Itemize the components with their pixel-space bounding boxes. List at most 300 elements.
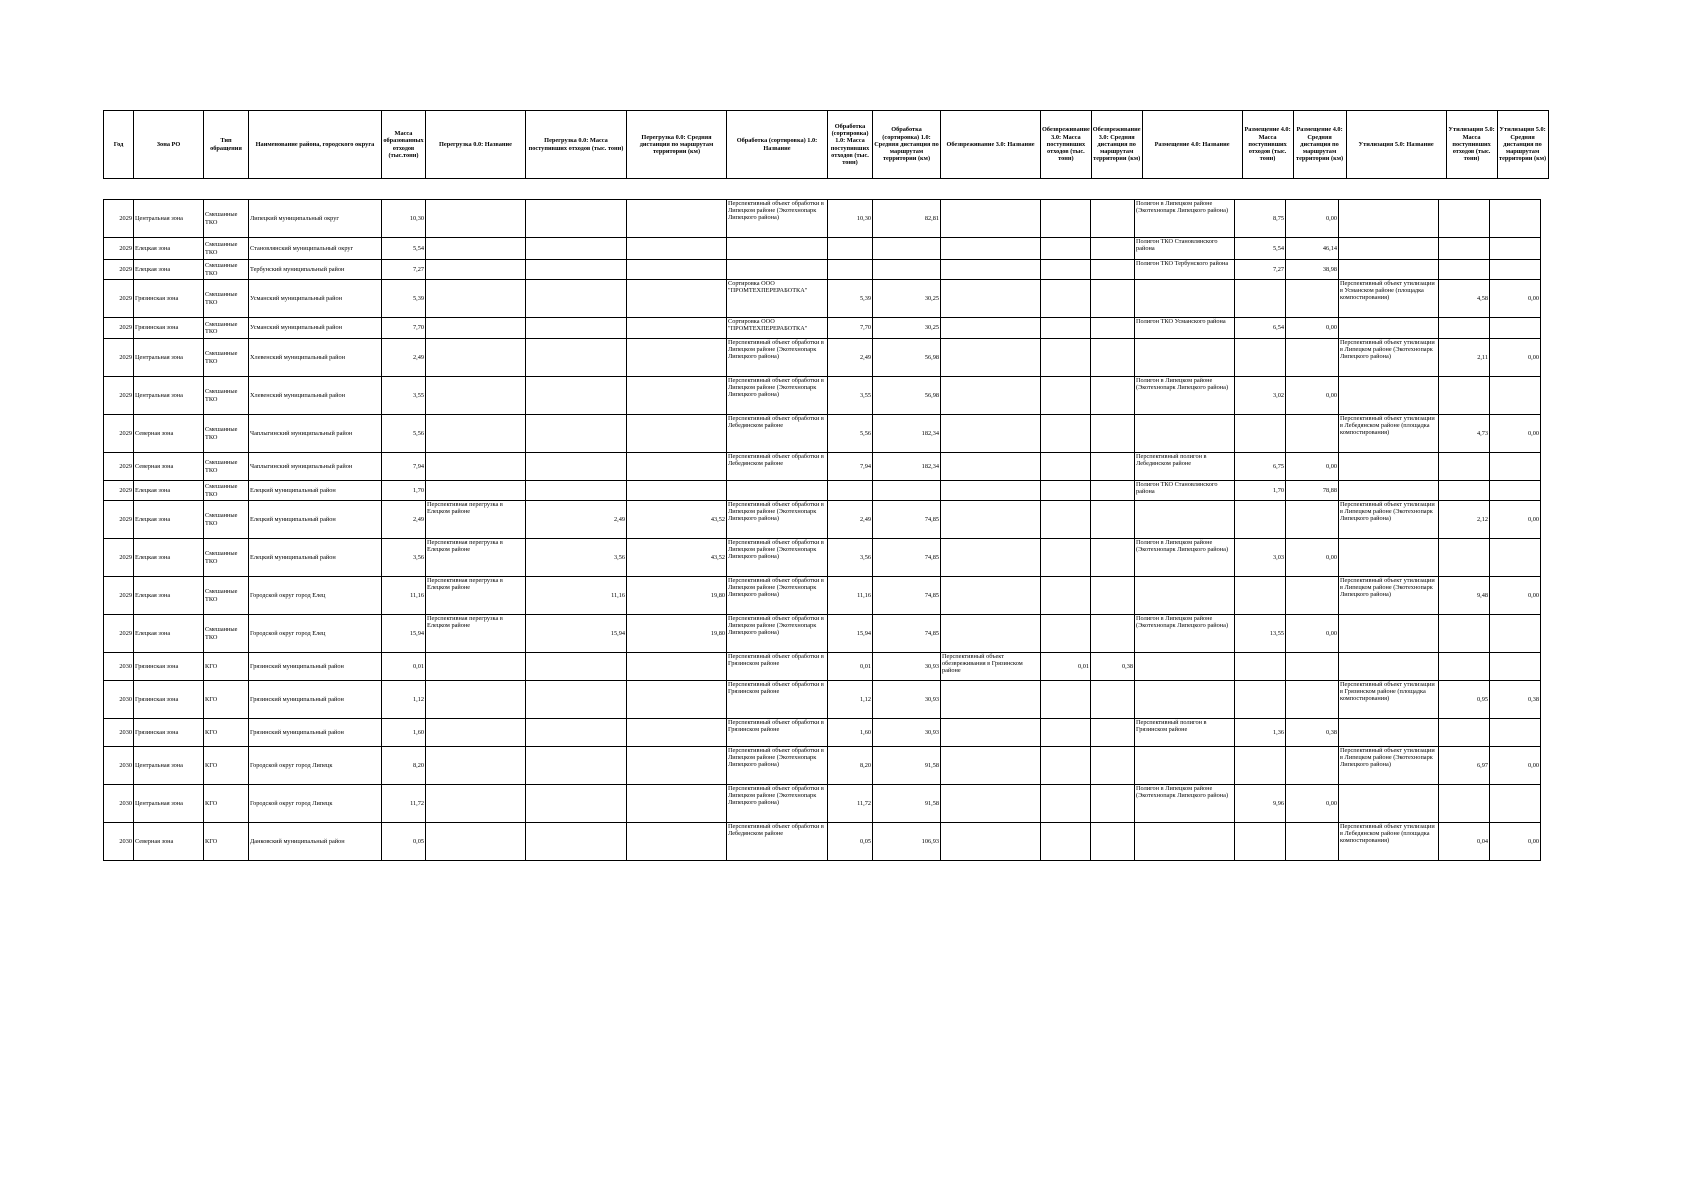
- table-cell: [526, 339, 627, 377]
- table-cell: [627, 653, 727, 681]
- table-cell: [526, 453, 627, 481]
- table-cell: [1135, 823, 1235, 861]
- table-cell: 7,27: [382, 260, 426, 280]
- table-cell: 11,16: [382, 577, 426, 615]
- table-cell: 74,85: [873, 501, 941, 539]
- table-cell: 10,30: [828, 200, 873, 238]
- table-cell: 5,56: [382, 415, 426, 453]
- table-cell: [1091, 260, 1135, 280]
- table-cell: 2,49: [526, 501, 627, 539]
- table-row: [104, 200, 1541, 238]
- table-cell: [1286, 577, 1339, 615]
- table-cell: Перспективный полигон в Лебедянском районе: [1135, 453, 1235, 481]
- table-cell: 0,38: [1490, 681, 1541, 719]
- column-header: Перегрузка 0.0: Средняя дистанция по маршрутам территории (км): [627, 111, 727, 179]
- table-cell: [627, 681, 727, 719]
- table-cell: [941, 747, 1041, 785]
- table-cell: 0,00: [1490, 823, 1541, 861]
- table-cell: 0,00: [1286, 318, 1339, 339]
- table-cell: КГО: [204, 747, 249, 785]
- table-cell: [1091, 280, 1135, 318]
- table-cell: [1490, 377, 1541, 415]
- table-cell: [526, 238, 627, 260]
- table-cell: 7,94: [828, 453, 873, 481]
- table-cell: 0,00: [1286, 615, 1339, 653]
- table-cell: [941, 238, 1041, 260]
- table-row: [104, 539, 1541, 577]
- table-cell: КГО: [204, 719, 249, 747]
- table-cell: [941, 260, 1041, 280]
- table-cell: Перспективный объект обработки в Лебедянском районе: [727, 453, 828, 481]
- table-cell: Перспективный объект обработки в Липецком районе (Экотехнопарк Липецкого района): [727, 200, 828, 238]
- table-cell: Елецкий муниципальный район: [249, 539, 382, 577]
- table-cell: [426, 318, 526, 339]
- table-cell: [1339, 481, 1439, 501]
- table-cell: [1041, 785, 1091, 823]
- table-cell: Смешанные ТКО: [204, 318, 249, 339]
- table-cell: [941, 280, 1041, 318]
- table-cell: 8,20: [382, 747, 426, 785]
- table-cell: [1091, 415, 1135, 453]
- table-cell: [1286, 280, 1339, 318]
- table-cell: Перспективный объект обработки в Лебедянском районе: [727, 415, 828, 453]
- table-cell: КГО: [204, 785, 249, 823]
- table-row: [104, 719, 1541, 747]
- table-cell: [941, 501, 1041, 539]
- table-cell: [526, 719, 627, 747]
- table-cell: [1235, 653, 1286, 681]
- table-cell: [526, 747, 627, 785]
- table-cell: Тербунский муниципальный район: [249, 260, 382, 280]
- table-cell: 2030: [104, 653, 134, 681]
- table-cell: [526, 681, 627, 719]
- table-cell: [526, 260, 627, 280]
- table-cell: 0,95: [1439, 681, 1490, 719]
- table-cell: 74,85: [873, 615, 941, 653]
- table-cell: Смешанные ТКО: [204, 280, 249, 318]
- table-cell: Перспективный объект обработки в Липецком районе (Экотехнопарк Липецкого района): [727, 501, 828, 539]
- table-cell: Елецкий муниципальный район: [249, 481, 382, 501]
- table-cell: 3,56: [526, 539, 627, 577]
- table-cell: [941, 615, 1041, 653]
- table-cell: Смешанные ТКО: [204, 200, 249, 238]
- table-cell: 19,80: [627, 615, 727, 653]
- table-cell: [526, 785, 627, 823]
- table-cell: [1041, 339, 1091, 377]
- table-cell: [426, 453, 526, 481]
- table-cell: Смешанные ТКО: [204, 260, 249, 280]
- table-cell: Перспективный объект утилизации в Лебедянском районе (площадка компостирования): [1339, 823, 1439, 861]
- table-cell: Смешанные ТКО: [204, 415, 249, 453]
- table-cell: [1091, 615, 1135, 653]
- table-cell: Елецкая зона: [134, 615, 204, 653]
- table-cell: [1041, 200, 1091, 238]
- table-cell: 1,70: [382, 481, 426, 501]
- table-cell: 2030: [104, 785, 134, 823]
- table-cell: [1235, 280, 1286, 318]
- table-cell: [1439, 200, 1490, 238]
- table-cell: 5,54: [382, 238, 426, 260]
- table-row: [104, 681, 1541, 719]
- table-cell: 5,39: [382, 280, 426, 318]
- table-cell: Перспективная перегрузка в Елецком районе: [426, 615, 526, 653]
- column-header: Обезвреживание 3.0: Масса поступивших отходов (тыс. тонн): [1041, 111, 1092, 179]
- table-cell: 4,73: [1439, 415, 1490, 453]
- table-cell: 5,56: [828, 415, 873, 453]
- table-cell: [941, 785, 1041, 823]
- data-table: [103, 199, 1541, 861]
- table-cell: 30,93: [873, 719, 941, 747]
- table-cell: [426, 653, 526, 681]
- table-cell: [627, 747, 727, 785]
- table-cell: 82,81: [873, 200, 941, 238]
- table-cell: Перспективный объект обезвреживания в Грязинском районе: [941, 653, 1041, 681]
- table-body: [104, 200, 1541, 861]
- table-cell: [1286, 501, 1339, 539]
- table-cell: Сортировка ООО "ПРОМТЕХПЕРЕРАБОТКА": [727, 280, 828, 318]
- table-cell: 7,70: [382, 318, 426, 339]
- table-cell: [1041, 539, 1091, 577]
- table-cell: Смешанные ТКО: [204, 577, 249, 615]
- table-cell: Смешанные ТКО: [204, 238, 249, 260]
- table-cell: Городской округ город Елец: [249, 615, 382, 653]
- table-cell: [1091, 719, 1135, 747]
- table-cell: Полигон ТКО Становлянского района: [1135, 238, 1235, 260]
- table-cell: 11,72: [828, 785, 873, 823]
- table-cell: Хлевенский муниципальный район: [249, 339, 382, 377]
- table-cell: 2029: [104, 238, 134, 260]
- table-cell: 30,93: [873, 653, 941, 681]
- table-cell: 46,14: [1286, 238, 1339, 260]
- table-cell: [1339, 238, 1439, 260]
- table-cell: Перспективный объект утилизации в Липецком районе (Экотехнопарк Липецкого района): [1339, 339, 1439, 377]
- table-cell: [1439, 615, 1490, 653]
- table-row: [104, 785, 1541, 823]
- table-cell: [526, 200, 627, 238]
- table-cell: [1091, 453, 1135, 481]
- table-cell: 2029: [104, 481, 134, 501]
- table-cell: 0,00: [1490, 747, 1541, 785]
- table-cell: Центральная зона: [134, 377, 204, 415]
- table-row: [104, 260, 1541, 280]
- table-cell: 1,60: [382, 719, 426, 747]
- table-cell: 1,36: [1235, 719, 1286, 747]
- table-cell: Перспективный объект утилизации в Грязинском районе (площадка компостирования): [1339, 681, 1439, 719]
- table-cell: 10,30: [382, 200, 426, 238]
- table-cell: Центральная зона: [134, 785, 204, 823]
- table-cell: [1041, 238, 1091, 260]
- table-cell: [1091, 501, 1135, 539]
- table-row: [104, 747, 1541, 785]
- table-cell: Перспективная перегрузка в Елецком районе: [426, 577, 526, 615]
- table-row: [104, 377, 1541, 415]
- table-cell: 2030: [104, 719, 134, 747]
- table-cell: 2,12: [1439, 501, 1490, 539]
- table-cell: [1339, 615, 1439, 653]
- table-cell: Перспективный объект обработки в Липецком районе (Экотехнопарк Липецкого района): [727, 339, 828, 377]
- table-cell: Елецкая зона: [134, 539, 204, 577]
- table-cell: 182,34: [873, 453, 941, 481]
- table-cell: [1091, 785, 1135, 823]
- table-cell: [941, 318, 1041, 339]
- table-cell: 15,94: [526, 615, 627, 653]
- table-cell: 74,85: [873, 577, 941, 615]
- table-cell: [873, 481, 941, 501]
- table-cell: [727, 481, 828, 501]
- table-cell: 3,56: [828, 539, 873, 577]
- table-cell: [1286, 823, 1339, 861]
- column-header: Утилизация 5.0: Масса поступивших отходов (тыс. тонн): [1446, 111, 1497, 179]
- table-cell: 2,49: [828, 501, 873, 539]
- column-header: Утилизация 5.0: Средняя дистанция по маршрутам территории (км): [1497, 111, 1548, 179]
- table-cell: Грязинская зона: [134, 653, 204, 681]
- table-cell: Смешанные ТКО: [204, 615, 249, 653]
- table-cell: Грязинская зона: [134, 280, 204, 318]
- table-cell: [1286, 653, 1339, 681]
- table-cell: Перспективный объект обработки в Липецком районе (Экотехнопарк Липецкого района): [727, 615, 828, 653]
- table-cell: 7,94: [382, 453, 426, 481]
- table-cell: [1041, 577, 1091, 615]
- table-cell: Чаплыгинский муниципальный район: [249, 415, 382, 453]
- table-cell: [1091, 577, 1135, 615]
- table-cell: Северная зона: [134, 823, 204, 861]
- table-cell: Данковский муниципальный район: [249, 823, 382, 861]
- column-header: Размещение 4.0: Название: [1142, 111, 1242, 179]
- table-cell: Смешанные ТКО: [204, 481, 249, 501]
- table-cell: 3,55: [828, 377, 873, 415]
- table-cell: 0,00: [1286, 200, 1339, 238]
- table-cell: Городской округ город Липецк: [249, 785, 382, 823]
- column-header: Масса образованных отходов (тыс.тонн): [382, 111, 426, 179]
- table-cell: 0,00: [1286, 453, 1339, 481]
- table-cell: 1,70: [1235, 481, 1286, 501]
- table-cell: [1135, 747, 1235, 785]
- table-cell: 0,00: [1490, 501, 1541, 539]
- table-cell: [1339, 260, 1439, 280]
- table-cell: 6,97: [1439, 747, 1490, 785]
- table-cell: [1439, 481, 1490, 501]
- table-cell: [1091, 681, 1135, 719]
- table-cell: Перспективный объект утилизации в Липецком районе (Экотехнопарк Липецкого района): [1339, 747, 1439, 785]
- table-cell: Хлевенский муниципальный район: [249, 377, 382, 415]
- table-cell: [1439, 719, 1490, 747]
- column-header: Тип обращения: [204, 111, 249, 179]
- table-cell: [1235, 577, 1286, 615]
- table-cell: Городской округ город Липецк: [249, 747, 382, 785]
- table-cell: [1235, 823, 1286, 861]
- table-cell: [941, 481, 1041, 501]
- table-cell: Сортировка ООО "ПРОМТЕХПЕРЕРАБОТКА": [727, 318, 828, 339]
- table-cell: [1490, 238, 1541, 260]
- table-cell: [526, 415, 627, 453]
- table-cell: 9,48: [1439, 577, 1490, 615]
- table-cell: [1091, 238, 1135, 260]
- table-cell: 0,00: [1286, 785, 1339, 823]
- table-cell: 5,54: [1235, 238, 1286, 260]
- table-cell: Елецкая зона: [134, 501, 204, 539]
- table-row: [104, 615, 1541, 653]
- table-cell: 2030: [104, 823, 134, 861]
- table-cell: Северная зона: [134, 453, 204, 481]
- table-cell: Полигон ТКО Становлянского района: [1135, 481, 1235, 501]
- table-cell: [1235, 747, 1286, 785]
- table-cell: 3,02: [1235, 377, 1286, 415]
- column-header: Перегрузка 0.0: Название: [426, 111, 526, 179]
- table-cell: 43,52: [627, 539, 727, 577]
- table-cell: Елецкая зона: [134, 481, 204, 501]
- table-row: [104, 238, 1541, 260]
- table-cell: Перспективный объект обработки в Лебедянском районе: [727, 823, 828, 861]
- column-header: Размещение 4.0: Масса поступивших отходов (тыс. тонн): [1242, 111, 1293, 179]
- table-cell: [1490, 653, 1541, 681]
- table-cell: [1041, 747, 1091, 785]
- table-cell: [1439, 453, 1490, 481]
- table-cell: 8,20: [828, 747, 873, 785]
- table-cell: КГО: [204, 823, 249, 861]
- table-cell: 43,52: [627, 501, 727, 539]
- table-cell: КГО: [204, 681, 249, 719]
- table-cell: 91,58: [873, 785, 941, 823]
- table-cell: [1135, 653, 1235, 681]
- table-cell: [727, 260, 828, 280]
- table-cell: 2029: [104, 577, 134, 615]
- table-cell: 3,56: [382, 539, 426, 577]
- table-cell: Перспективный объект обработки в Грязинском районе: [727, 719, 828, 747]
- table-cell: 2029: [104, 318, 134, 339]
- table-cell: Полигон в Липецком районе (Экотехнопарк Липецкого района): [1135, 785, 1235, 823]
- table-cell: 30,25: [873, 280, 941, 318]
- table-cell: Северная зона: [134, 415, 204, 453]
- table-cell: [426, 481, 526, 501]
- table-cell: [627, 339, 727, 377]
- table-cell: Смешанные ТКО: [204, 339, 249, 377]
- table-cell: [1490, 200, 1541, 238]
- table-cell: [1091, 377, 1135, 415]
- table-cell: 56,98: [873, 377, 941, 415]
- table-cell: [1041, 681, 1091, 719]
- table-cell: [1041, 260, 1091, 280]
- table-cell: Центральная зона: [134, 747, 204, 785]
- table-cell: 0,38: [1286, 719, 1339, 747]
- table-cell: [828, 238, 873, 260]
- table-cell: [627, 719, 727, 747]
- table-cell: [1041, 615, 1091, 653]
- table-cell: 78,88: [1286, 481, 1339, 501]
- table-cell: [1041, 415, 1091, 453]
- column-header: Наименование района, городского округа: [249, 111, 382, 179]
- table-cell: [1339, 453, 1439, 481]
- column-header: Обработка (сортировка) 1.0: Средняя дистанция по маршрутам территории (км): [873, 111, 941, 179]
- table-cell: Елецкая зона: [134, 238, 204, 260]
- table-cell: [426, 200, 526, 238]
- table-cell: [1439, 539, 1490, 577]
- table-cell: [426, 339, 526, 377]
- table-cell: [1135, 415, 1235, 453]
- column-header: Размещение 4.0: Средняя дистанция по маршрутам территории (км): [1293, 111, 1346, 179]
- table-cell: [1041, 280, 1091, 318]
- table-cell: Усманский муниципальный район: [249, 280, 382, 318]
- table-cell: [426, 785, 526, 823]
- table-cell: Полигон в Липецком районе (Экотехнопарк Липецкого района): [1135, 615, 1235, 653]
- table-cell: [426, 719, 526, 747]
- table-cell: 2029: [104, 339, 134, 377]
- table-cell: 0,00: [1286, 539, 1339, 577]
- column-header: Зона РО: [134, 111, 204, 179]
- table-cell: Елецкая зона: [134, 260, 204, 280]
- table-cell: [526, 280, 627, 318]
- table-cell: [941, 377, 1041, 415]
- table-cell: 0,05: [382, 823, 426, 861]
- table-cell: 11,72: [382, 785, 426, 823]
- table-cell: [1235, 415, 1286, 453]
- table-cell: КГО: [204, 653, 249, 681]
- table-cell: 0,00: [1286, 377, 1339, 415]
- table-cell: 0,00: [1490, 280, 1541, 318]
- table-cell: 2029: [104, 200, 134, 238]
- table-cell: Перспективный объект обработки в Липецком районе (Экотехнопарк Липецкого района): [727, 377, 828, 415]
- table-cell: [873, 260, 941, 280]
- table-cell: 2029: [104, 453, 134, 481]
- table-row: [104, 453, 1541, 481]
- table-cell: [1339, 318, 1439, 339]
- table-cell: Полигон ТКО Усманского района: [1135, 318, 1235, 339]
- table-cell: [1286, 747, 1339, 785]
- table-cell: [1490, 539, 1541, 577]
- table-cell: [426, 377, 526, 415]
- table-cell: Перспективный объект обработки в Липецком районе (Экотехнопарк Липецкого района): [727, 577, 828, 615]
- table-cell: 7,70: [828, 318, 873, 339]
- table-cell: [627, 453, 727, 481]
- table-cell: 7,27: [1235, 260, 1286, 280]
- table-cell: 0,01: [1041, 653, 1091, 681]
- table-cell: [426, 280, 526, 318]
- table-cell: [1490, 260, 1541, 280]
- table-row: [104, 577, 1541, 615]
- table-cell: [1091, 339, 1135, 377]
- header-table: [103, 110, 1549, 179]
- table-cell: Смешанные ТКО: [204, 377, 249, 415]
- table-cell: 2,49: [828, 339, 873, 377]
- table-cell: [1135, 577, 1235, 615]
- table-cell: [1439, 260, 1490, 280]
- table-cell: [941, 539, 1041, 577]
- table-cell: Центральная зона: [134, 200, 204, 238]
- table-cell: [1490, 453, 1541, 481]
- table-cell: Перспективный объект обработки в Грязинском районе: [727, 681, 828, 719]
- table-cell: [1041, 501, 1091, 539]
- table-cell: [941, 719, 1041, 747]
- table-cell: Перспективный объект утилизации в Липецком районе (Экотехнопарк Липецкого района): [1339, 501, 1439, 539]
- table-cell: [941, 415, 1041, 453]
- table-cell: Полигон ТКО Тербунского района: [1135, 260, 1235, 280]
- table-cell: Смешанные ТКО: [204, 501, 249, 539]
- table-cell: [1439, 377, 1490, 415]
- table-cell: Полигон в Липецком районе (Экотехнопарк Липецкого района): [1135, 200, 1235, 238]
- table-cell: Елецкий муниципальный район: [249, 501, 382, 539]
- table-cell: Центральная зона: [134, 339, 204, 377]
- table-row: [104, 280, 1541, 318]
- table-row: [104, 339, 1541, 377]
- table-cell: [627, 200, 727, 238]
- table-cell: 2029: [104, 415, 134, 453]
- table-cell: 15,94: [382, 615, 426, 653]
- table-cell: [1339, 539, 1439, 577]
- table-cell: 2029: [104, 260, 134, 280]
- table-cell: 2029: [104, 377, 134, 415]
- table-cell: [426, 681, 526, 719]
- table-cell: [1490, 318, 1541, 339]
- table-cell: Полигон в Липецком районе (Экотехнопарк Липецкого района): [1135, 377, 1235, 415]
